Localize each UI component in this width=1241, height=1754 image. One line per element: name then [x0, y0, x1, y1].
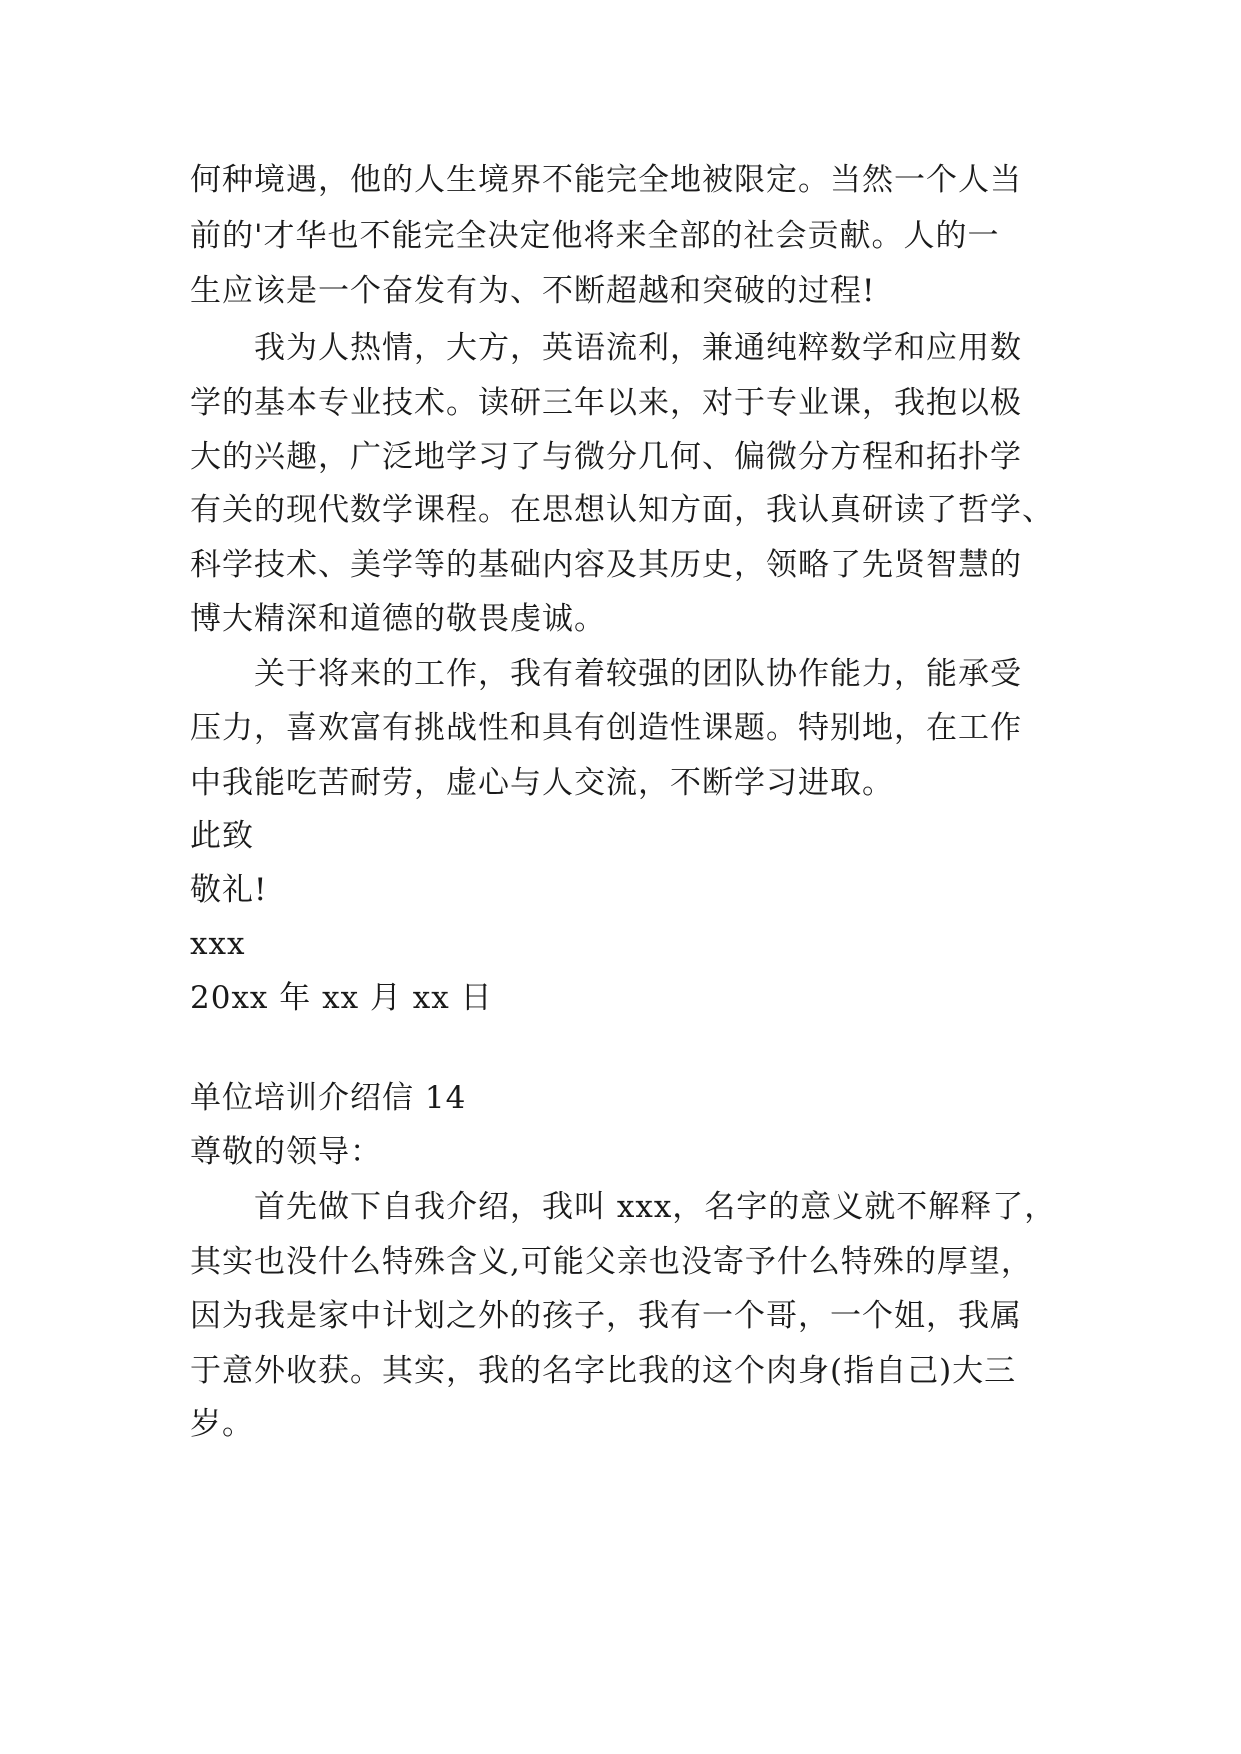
paragraph-line: 首先做下自我介绍，我叫 xxx，名字的意义就不解释了， — [254, 1189, 1057, 1225]
signature-date: 20xx 年 xx 月 xx 日 — [190, 980, 493, 1016]
paragraph-line: 岁。 — [190, 1406, 254, 1442]
paragraph-line: 我为人热情，大方，英语流利，兼通纯粹数学和应用数 — [254, 330, 1022, 366]
paragraph-line: 压力，喜欢富有挑战性和具有创造性课题。特别地，在工作 — [190, 710, 1022, 746]
paragraph-line: 其实也没什么特殊含义,可能父亲也没寄予什么特殊的厚望， — [190, 1244, 1033, 1280]
closing-regards: 敬礼! — [190, 872, 268, 908]
paragraph-line: 大的兴趣，广泛地学习了与微分几何、偏微分方程和拓扑学 — [190, 439, 1022, 475]
paragraph-line: 有关的现代数学课程。在思想认知方面，我认真研读了哲学、 — [190, 492, 1054, 528]
section-title: 单位培训介绍信 14 — [190, 1080, 467, 1116]
paragraph-line: 关于将来的工作，我有着较强的团队协作能力，能承受 — [254, 656, 1022, 692]
closing-salutation: 此致 — [190, 818, 254, 854]
paragraph-line: 前的'才华也不能完全决定他将来全部的社会贡献。人的一 — [190, 218, 1000, 254]
paragraph-line: 学的基本专业技术。读研三年以来，对于专业课，我抱以极 — [190, 385, 1022, 421]
paragraph-line: 中我能吃苦耐劳，虚心与人交流，不断学习进取。 — [190, 765, 894, 801]
signature-name: xxx — [190, 926, 246, 962]
paragraph-line: 何种境遇，他的人生境界不能完全地被限定。当然一个人当 — [190, 162, 1022, 198]
paragraph-line: 科学技术、美学等的基础内容及其历史，领略了先贤智慧的 — [190, 547, 1022, 583]
paragraph-line: 博大精深和道德的敬畏虔诚。 — [190, 601, 606, 637]
paragraph-line: 生应该是一个奋发有为、不断超越和突破的过程! — [190, 273, 876, 309]
letter-greeting: 尊敬的领导： — [190, 1134, 382, 1170]
paragraph-line: 于意外收获。其实，我的名字比我的这个肉身(指自己)大三 — [190, 1353, 1017, 1389]
paragraph-line: 因为我是家中计划之外的孩子，我有一个哥，一个姐，我属 — [190, 1298, 1022, 1334]
